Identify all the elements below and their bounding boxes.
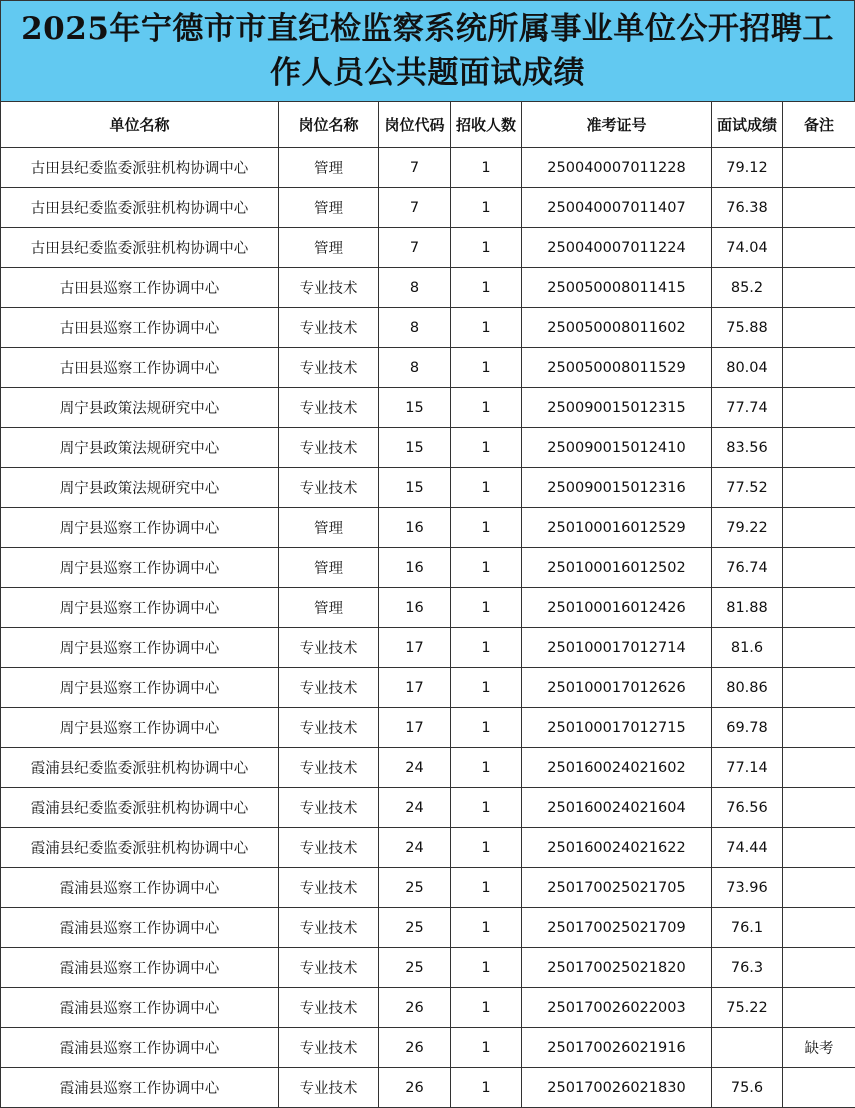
title-banner	[0, 0, 855, 101]
cell-note	[783, 908, 855, 948]
table-header	[1, 102, 855, 148]
cell-note	[783, 628, 855, 668]
cell-post: 管理	[279, 188, 379, 228]
cell-quota: 1	[451, 268, 522, 308]
cell-exam-no: 250050008011529	[522, 348, 712, 388]
cell-note	[783, 148, 855, 188]
table-row	[1, 428, 855, 468]
cell-post-code: 8	[379, 348, 451, 388]
cell-unit: 霞浦县巡察工作协调中心	[1, 868, 279, 908]
cell-score: 77.74	[712, 388, 783, 428]
header-unit: 单位名称	[1, 102, 279, 148]
cell-exam-no: 250090015012315	[522, 388, 712, 428]
cell-note	[783, 548, 855, 588]
cell-unit: 霞浦县纪委监委派驻机构协调中心	[1, 828, 279, 868]
cell-note	[783, 588, 855, 628]
cell-exam-no: 250170026021830	[522, 1068, 712, 1108]
cell-score: 77.52	[712, 468, 783, 508]
cell-score: 76.3	[712, 948, 783, 988]
cell-exam-no: 250170025021709	[522, 908, 712, 948]
cell-score: 75.88	[712, 308, 783, 348]
cell-unit: 周宁县巡察工作协调中心	[1, 628, 279, 668]
cell-score: 79.22	[712, 508, 783, 548]
cell-post: 专业技术	[279, 428, 379, 468]
cell-post-code: 7	[379, 228, 451, 268]
cell-score: 85.2	[712, 268, 783, 308]
cell-post: 专业技术	[279, 708, 379, 748]
cell-quota: 1	[451, 748, 522, 788]
cell-post-code: 24	[379, 828, 451, 868]
cell-note	[783, 508, 855, 548]
cell-post-code: 25	[379, 948, 451, 988]
cell-post-code: 25	[379, 908, 451, 948]
cell-note	[783, 348, 855, 388]
cell-post: 专业技术	[279, 948, 379, 988]
cell-score: 76.1	[712, 908, 783, 948]
cell-score: 74.44	[712, 828, 783, 868]
cell-quota: 1	[451, 988, 522, 1028]
cell-score: 73.96	[712, 868, 783, 908]
cell-exam-no: 250170026022003	[522, 988, 712, 1028]
cell-score: 75.6	[712, 1068, 783, 1108]
cell-note	[783, 228, 855, 268]
cell-post: 专业技术	[279, 828, 379, 868]
cell-quota: 1	[451, 668, 522, 708]
cell-note	[783, 1068, 855, 1108]
cell-quota: 1	[451, 348, 522, 388]
cell-post-code: 8	[379, 268, 451, 308]
table-row	[1, 1028, 855, 1068]
cell-exam-no: 250040007011228	[522, 148, 712, 188]
cell-post-code: 15	[379, 388, 451, 428]
cell-post-code: 25	[379, 868, 451, 908]
cell-unit: 霞浦县纪委监委派驻机构协调中心	[1, 788, 279, 828]
cell-unit: 古田县巡察工作协调中心	[1, 348, 279, 388]
cell-note	[783, 308, 855, 348]
cell-note	[783, 668, 855, 708]
cell-exam-no: 250090015012410	[522, 428, 712, 468]
cell-unit: 霞浦县巡察工作协调中心	[1, 908, 279, 948]
table-row	[1, 948, 855, 988]
table-body	[1, 148, 855, 1108]
header-note: 备注	[783, 102, 855, 148]
cell-quota: 1	[451, 948, 522, 988]
table-row	[1, 628, 855, 668]
cell-post: 管理	[279, 548, 379, 588]
cell-unit: 古田县纪委监委派驻机构协调中心	[1, 148, 279, 188]
cell-note	[783, 748, 855, 788]
cell-post-code: 24	[379, 748, 451, 788]
table-row	[1, 508, 855, 548]
cell-post: 管理	[279, 508, 379, 548]
cell-exam-no: 250090015012316	[522, 468, 712, 508]
table-row	[1, 228, 855, 268]
cell-quota: 1	[451, 188, 522, 228]
cell-score: 80.86	[712, 668, 783, 708]
cell-note	[783, 988, 855, 1028]
table-row	[1, 148, 855, 188]
cell-exam-no: 250040007011407	[522, 188, 712, 228]
table-row	[1, 1068, 855, 1108]
table-row	[1, 828, 855, 868]
cell-post: 专业技术	[279, 668, 379, 708]
cell-score: 81.6	[712, 628, 783, 668]
cell-quota: 1	[451, 628, 522, 668]
cell-exam-no: 250100016012502	[522, 548, 712, 588]
cell-post: 专业技术	[279, 348, 379, 388]
cell-score: 76.56	[712, 788, 783, 828]
cell-post: 专业技术	[279, 268, 379, 308]
cell-quota: 1	[451, 828, 522, 868]
cell-unit: 古田县巡察工作协调中心	[1, 268, 279, 308]
cell-unit: 周宁县政策法规研究中心	[1, 388, 279, 428]
cell-post-code: 17	[379, 628, 451, 668]
cell-note	[783, 828, 855, 868]
header-post: 岗位名称	[279, 102, 379, 148]
cell-quota: 1	[451, 1068, 522, 1108]
cell-score	[712, 1028, 783, 1068]
cell-exam-no: 250160024021604	[522, 788, 712, 828]
cell-quota: 1	[451, 148, 522, 188]
cell-post-code: 7	[379, 188, 451, 228]
table-row	[1, 788, 855, 828]
cell-exam-no: 250100016012426	[522, 588, 712, 628]
table-row	[1, 868, 855, 908]
cell-post-code: 15	[379, 428, 451, 468]
cell-post: 专业技术	[279, 908, 379, 948]
cell-unit: 霞浦县巡察工作协调中心	[1, 1028, 279, 1068]
table-row	[1, 588, 855, 628]
cell-score: 83.56	[712, 428, 783, 468]
table-row	[1, 468, 855, 508]
cell-post-code: 17	[379, 668, 451, 708]
cell-quota: 1	[451, 548, 522, 588]
cell-post: 专业技术	[279, 308, 379, 348]
cell-note	[783, 868, 855, 908]
header-row	[1, 102, 855, 148]
cell-post: 管理	[279, 228, 379, 268]
cell-unit: 古田县纪委监委派驻机构协调中心	[1, 188, 279, 228]
cell-unit: 周宁县巡察工作协调中心	[1, 548, 279, 588]
scores-table	[0, 101, 855, 1108]
cell-post-code: 16	[379, 548, 451, 588]
cell-quota: 1	[451, 228, 522, 268]
cell-exam-no: 250160024021602	[522, 748, 712, 788]
cell-post: 专业技术	[279, 388, 379, 428]
cell-unit: 霞浦县巡察工作协调中心	[1, 988, 279, 1028]
cell-score: 80.04	[712, 348, 783, 388]
cell-unit: 霞浦县巡察工作协调中心	[1, 1068, 279, 1108]
cell-exam-no: 250100017012626	[522, 668, 712, 708]
cell-post: 专业技术	[279, 868, 379, 908]
cell-exam-no: 250100017012715	[522, 708, 712, 748]
cell-score: 74.04	[712, 228, 783, 268]
cell-quota: 1	[451, 428, 522, 468]
cell-score: 76.38	[712, 188, 783, 228]
header-score: 面试成绩	[712, 102, 783, 148]
cell-note	[783, 188, 855, 228]
cell-post: 专业技术	[279, 468, 379, 508]
cell-quota: 1	[451, 468, 522, 508]
table-row	[1, 988, 855, 1028]
cell-post-code: 26	[379, 1068, 451, 1108]
cell-unit: 周宁县政策法规研究中心	[1, 428, 279, 468]
cell-exam-no: 250170025021705	[522, 868, 712, 908]
cell-note	[783, 468, 855, 508]
cell-post: 专业技术	[279, 988, 379, 1028]
table-row	[1, 708, 855, 748]
cell-post-code: 26	[379, 988, 451, 1028]
cell-unit: 周宁县政策法规研究中心	[1, 468, 279, 508]
cell-post-code: 16	[379, 508, 451, 548]
cell-exam-no: 250100017012714	[522, 628, 712, 668]
table-row	[1, 908, 855, 948]
table-row	[1, 388, 855, 428]
cell-exam-no: 250050008011602	[522, 308, 712, 348]
header-exam-no: 准考证号	[522, 102, 712, 148]
cell-score: 69.78	[712, 708, 783, 748]
cell-quota: 1	[451, 868, 522, 908]
cell-post: 专业技术	[279, 748, 379, 788]
cell-score: 76.74	[712, 548, 783, 588]
cell-score: 77.14	[712, 748, 783, 788]
table-row	[1, 308, 855, 348]
header-quota: 招收人数	[451, 102, 522, 148]
table-row	[1, 348, 855, 388]
cell-unit: 周宁县巡察工作协调中心	[1, 708, 279, 748]
cell-exam-no: 250170026021916	[522, 1028, 712, 1068]
cell-unit: 周宁县巡察工作协调中心	[1, 508, 279, 548]
table-row	[1, 188, 855, 228]
cell-post: 专业技术	[279, 628, 379, 668]
cell-quota: 1	[451, 1028, 522, 1068]
cell-exam-no: 250100016012529	[522, 508, 712, 548]
cell-unit: 霞浦县纪委监委派驻机构协调中心	[1, 748, 279, 788]
cell-score: 79.12	[712, 148, 783, 188]
cell-quota: 1	[451, 388, 522, 428]
cell-note	[783, 428, 855, 468]
cell-quota: 1	[451, 508, 522, 548]
cell-note	[783, 788, 855, 828]
cell-unit: 周宁县巡察工作协调中心	[1, 668, 279, 708]
cell-note: 缺考	[783, 1028, 855, 1068]
cell-note	[783, 708, 855, 748]
cell-quota: 1	[451, 708, 522, 748]
cell-score: 75.22	[712, 988, 783, 1028]
cell-quota: 1	[451, 588, 522, 628]
cell-unit: 霞浦县巡察工作协调中心	[1, 948, 279, 988]
cell-unit: 古田县巡察工作协调中心	[1, 308, 279, 348]
cell-exam-no: 250160024021622	[522, 828, 712, 868]
cell-post-code: 8	[379, 308, 451, 348]
cell-post-code: 7	[379, 148, 451, 188]
cell-exam-no: 250050008011415	[522, 268, 712, 308]
cell-quota: 1	[451, 908, 522, 948]
cell-post-code: 16	[379, 588, 451, 628]
table-row	[1, 268, 855, 308]
table-row	[1, 668, 855, 708]
page-title: 2025年宁德市市直纪检监察系统所属事业单位公开招聘工作人员公共题面试成绩	[13, 7, 842, 95]
cell-exam-no: 250170025021820	[522, 948, 712, 988]
table-row	[1, 548, 855, 588]
table-row	[1, 748, 855, 788]
cell-post: 管理	[279, 588, 379, 628]
cell-post: 专业技术	[279, 1068, 379, 1108]
cell-score: 81.88	[712, 588, 783, 628]
cell-post-code: 15	[379, 468, 451, 508]
cell-unit: 周宁县巡察工作协调中心	[1, 588, 279, 628]
cell-post-code: 17	[379, 708, 451, 748]
cell-unit: 古田县纪委监委派驻机构协调中心	[1, 228, 279, 268]
header-post-code: 岗位代码	[379, 102, 451, 148]
cell-exam-no: 250040007011224	[522, 228, 712, 268]
cell-note	[783, 268, 855, 308]
cell-post: 管理	[279, 148, 379, 188]
cell-post-code: 26	[379, 1028, 451, 1068]
cell-note	[783, 388, 855, 428]
cell-note	[783, 948, 855, 988]
cell-post: 专业技术	[279, 788, 379, 828]
cell-post-code: 24	[379, 788, 451, 828]
cell-post: 专业技术	[279, 1028, 379, 1068]
cell-quota: 1	[451, 308, 522, 348]
cell-quota: 1	[451, 788, 522, 828]
